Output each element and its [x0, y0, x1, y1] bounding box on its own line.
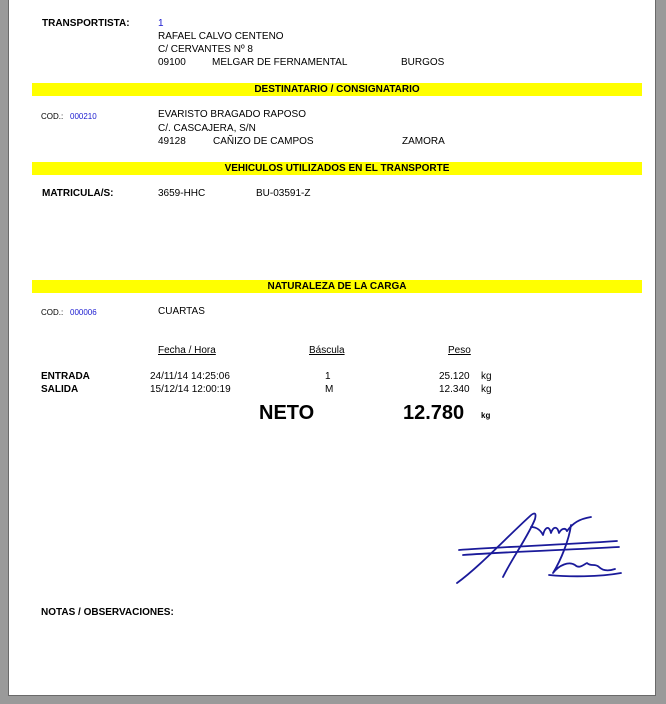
matricula-label: MATRICULA/S:: [42, 188, 114, 199]
neto-unit: kg: [481, 411, 491, 420]
transportista-code: 1: [158, 18, 164, 29]
destinatario-town: CAÑIZO DE CAMPOS: [213, 136, 314, 147]
col-peso-header: Peso: [448, 345, 471, 356]
neto-value: 12.780: [403, 402, 465, 424]
salida-fecha: 15/12/14 12:00:19: [150, 384, 231, 395]
carga-header: NATURALEZA DE LA CARGA: [32, 280, 642, 293]
signature-image: [449, 505, 624, 590]
carga-description: CUARTAS: [158, 306, 205, 317]
destinatario-cod-value: 000210: [70, 112, 97, 121]
destinatario-province: ZAMORA: [402, 136, 445, 147]
entrada-unit: kg: [481, 371, 492, 382]
destinatario-address: C/. CASCAJERA, S/N: [158, 123, 256, 134]
destinatario-postal-code: 49128: [158, 136, 186, 147]
salida-bascula: M: [325, 384, 334, 395]
destinatario-header: DESTINATARIO / CONSIGNATARIO: [32, 83, 642, 96]
col-bascula-header: Báscula: [309, 345, 345, 356]
entrada-bascula: 1: [325, 371, 331, 382]
col-fecha-header: Fecha / Hora: [158, 345, 216, 356]
transportista-label: TRANSPORTISTA:: [42, 18, 130, 29]
vehiculos-header: VEHICULOS UTILIZADOS EN EL TRANSPORTE: [32, 162, 642, 175]
carga-cod-value: 000006: [70, 308, 97, 317]
entrada-peso: 25.120: [439, 371, 470, 382]
transportista-name: RAFAEL CALVO CENTENO: [158, 31, 284, 42]
carga-cod-label: COD.:: [41, 308, 64, 317]
plate-2: BU-03591-Z: [256, 188, 311, 199]
salida-unit: kg: [481, 384, 492, 395]
transportista-town: MELGAR DE FERNAMENTAL: [212, 57, 348, 68]
neto-label: NETO: [259, 402, 315, 424]
entrada-fecha: 24/11/14 14:25:06: [150, 371, 230, 382]
transportista-province: BURGOS: [401, 57, 445, 68]
transportista-postal-code: 09100: [158, 57, 186, 68]
entrada-label: ENTRADA: [41, 371, 90, 382]
salida-label: SALIDA: [41, 384, 79, 395]
notas-label: NOTAS / OBSERVACIONES:: [41, 607, 174, 618]
transportista-address: C/ CERVANTES Nº 8: [158, 44, 253, 55]
document-page: [8, 0, 656, 696]
destinatario-name: EVARISTO BRAGADO RAPOSO: [158, 109, 306, 120]
salida-peso: 12.340: [439, 384, 470, 395]
destinatario-cod-label: COD.:: [41, 112, 64, 121]
plate-1: 3659-HHC: [158, 188, 206, 199]
